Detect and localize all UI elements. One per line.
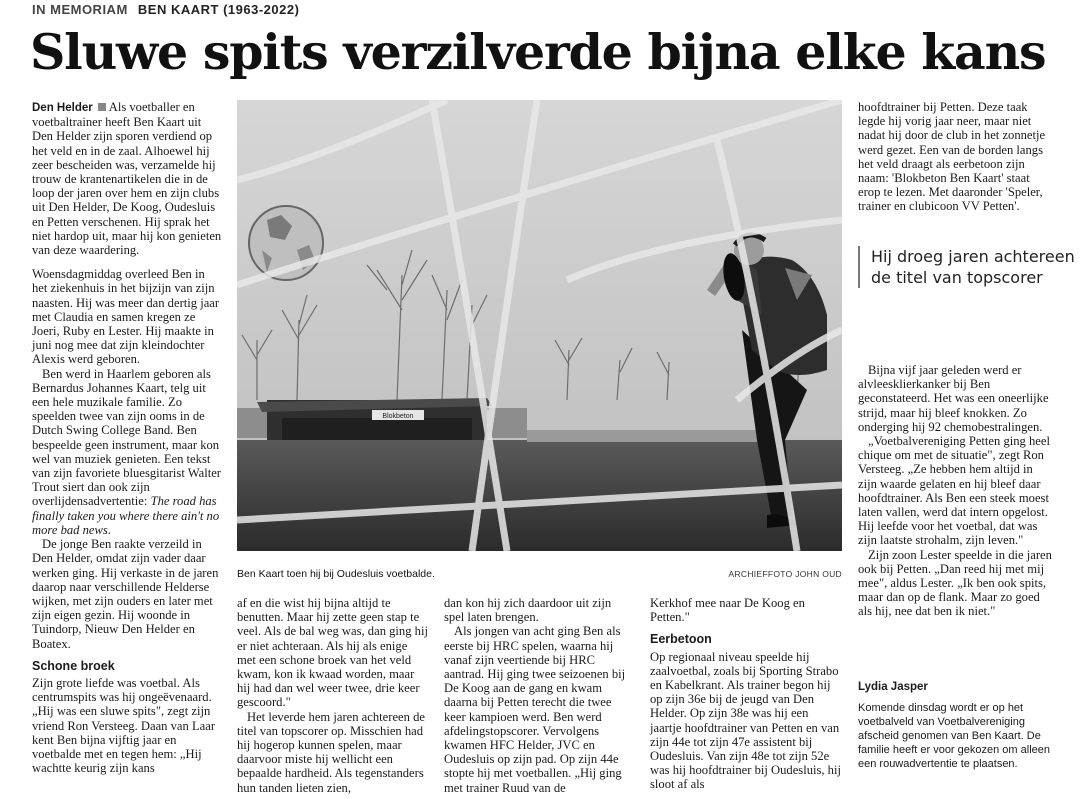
photo-caption <box>237 568 842 580</box>
square-bullet-icon <box>98 103 106 111</box>
paragraph: Als jongen van acht ging Ben als eerste bij HRC spelen, waarna hij vanaf zijn veertiende bij HRC aantrad. Hij ging twee seizoenen bij De Koog aan de gang en kwam daarna bij Petten terecht die twee keer kampioen werd. Ben werd afdelingstopscorer. Vervolgens kwamen HFC Helder, JVC en Oudesluis op zijn pad. Op zijn 44e stopte hij met voetballen. „Hij ging met trainer Ruud van de <box>444 624 626 795</box>
paragraph <box>32 367 222 537</box>
paragraph-end: . <box>107 522 111 537</box>
author-byline: Lydia Jasper <box>858 681 928 693</box>
article-footer <box>858 680 1054 771</box>
paragraph: Op regionaal niveau speelde hij zaalvoetbal, zoals bij Sporting Strabo en Kabelkrant. Als trainer begon hij op zijn 36e bij de jeugd van Den Helder. Op zijn 38e was hij een jaartje hoofdtrainer van Petten en van zijn 44e tot zijn 47e assistent bij Oudesluis. Van zijn 48e tot zijn 52e was hij hoofdtrainer bij Oudesluis, hij sloot af als <box>650 649 841 792</box>
paragraph-text: Ben werd in Haarlem geboren als Bernardus Johannes Kaart, telg uit een hele muzikale familie. Zo speelden twee van zijn ooms in de Dutch Swing College Band. Ben bespeelde geen instrument, maar kon wel van muziek genieten. Een tekst van zijn favoriete bluesgitarist Walter Trout siert dan ook zijn overlijdensadvertentie: <box>32 366 221 509</box>
paragraph: De jonge Ben raakte verzeild in Den Helder, omdat zijn vader daar werken ging. Hij verkaste in de jaren daarop naar verschillende Helderse wijken, met zijn ouders en later met zijn eigen gezin. Hij woonde in Tuindorp, Nieuw Den Helder en Boatex. <box>32 537 219 651</box>
song-lyric: The road has finally taken you where there ain't no more bad news <box>32 494 220 537</box>
article-column-3 <box>444 596 634 795</box>
photo-credit: ARCHIEFFOTO JOHN OUD <box>728 569 842 579</box>
paragraph: „Voetbalvereniging Petten ging heel chique om met de situatie", zegt Ron Versteeg. „Ze hebben hem altijd in zijn waarde gelaten en hij bleef daar hoofdtrainer. Als Ben een steek moest laten vallen, werd dat intern opgelost. Hij leefde voor het voetbal, dat was zijn laatste strohalm, zijn leven." <box>858 434 1050 548</box>
paragraph: Woensdagmiddag overleed Ben in het ziekenhuis in het bijzijn van zijn naasten. Hij was meer dan dertig jaar met Claudia en samen kregen ze Joeri, Ruby en Lester. Hij maakte in juni nog mee dat zijn kleindochter Alexis werd geboren. <box>32 267 220 367</box>
kicker-name: BEN KAART (1963-2022) <box>137 2 300 17</box>
sign-text: Blokbeton <box>382 413 414 420</box>
section-label: IN MEMORIAM <box>32 2 128 17</box>
article-column-4 <box>650 596 842 792</box>
article-column-2 <box>237 596 429 795</box>
subheading: Schone broek <box>32 658 115 673</box>
article-column-5-continued <box>858 363 1054 619</box>
paragraph: Zijn zoon Lester speelde in die jaren ook bij Petten. „Dan reed hij met mij mee", aldus Lester. „Ik ben ook spits, maar dan op de flank. Maar zo goed als hij, nee dat ben ik niet." <box>858 547 1052 619</box>
paragraph: Kerkhof mee naar De Koog en Petten." <box>650 596 805 625</box>
paragraph: Het leverde hem jaren achtereen de titel van topscorer op. Misschien had hij hogerop kunnen spelen, maar daarvoor miste hij wellicht een bepaalde hardheid. Als tegenstanders hun tanden lieten zien, <box>237 709 425 795</box>
pitch <box>237 440 842 551</box>
paragraph: Zijn grote liefde was voetbal. Als centrumspits was hij ongeëvenaard. „Hij was een sluwe spits", zegt zijn vriend Ron Versteeg. Daan van Laar kent Ben bijna vijftig jaar en voetbalde met en tegen hem: „Hij wachtte keurig zijn kans <box>32 675 216 776</box>
paragraph: dan kon hij zich daardoor uit zijn spel laten brengen. <box>444 596 612 625</box>
funeral-notice: Komende dinsdag wordt er op het voetbalveld van Voetbalvereniging afscheid genomen van Ben Kaart. De familie heeft er voor gekozen om alleen een rouwadvertentie te plaatsen. <box>858 702 1050 771</box>
headline: Sluwe spits verzilverde bijna elke kans <box>30 23 1046 81</box>
article-column-1 <box>32 100 222 775</box>
paragraph: hoofdtrainer bij Petten. Deze taak legde hij vorig jaar neer, maar niet nadat hij door de club in het zonnetje werd gezet. Een van de borden langs het veld draagt als eerbetoon zijn naam: 'Blokbeton Ben Kaart' staat erop te lezen. Met daaronder 'Speler, trainer en clubicoon VV Petten'. <box>858 100 1046 214</box>
photo-illustration <box>237 100 842 551</box>
pull-quote: Hij droeg jaren achtereen de titel van topscorer <box>858 246 1076 288</box>
subheading: Eerbetoon <box>650 632 712 647</box>
article-column-5 <box>858 100 1054 214</box>
paragraph: af en die wist hij bijna altijd te benutten. Maar hij zette geen stap te veel. Als de bal weg was, dan ging hij er niet achteraan. Als hij als enige met een schone broek van het veld kwam, kon ik kwaad worden, maar hij had dan wel weer twee, drie keer gescoord." <box>237 596 428 710</box>
dateline: Den Helder <box>32 102 93 114</box>
caption-text: Ben Kaart toen hij bij Oudesluis voetbalde. <box>237 568 435 580</box>
article-photo <box>237 100 842 551</box>
paragraph <box>32 100 222 257</box>
kicker <box>32 2 299 17</box>
paragraph-text: Als voetballer en voetbaltrainer heeft Ben Kaart uit Den Helder zijn sporen verdiend op het veld en in de zaal. Alhoewel hij zeer bescheiden was, verzamelde hij trouw de krantenartikelen die in de loop der jaren over hem en zijn clubs uit Den Helder, De Koog, Oudesluis en Petten verschenen. Hij sprak het niet hardop uit, maar hij kon genieten van deze waardering. <box>32 100 222 258</box>
ad-boards <box>527 430 777 442</box>
paragraph: Bijna vijf jaar geleden werd er alvleesklierkanker bij Ben geconstateerd. Het was een oneerlijke strijd, maar hij bleef knokken. Zo onderging hij 92 chemobestralingen. <box>858 363 1049 434</box>
